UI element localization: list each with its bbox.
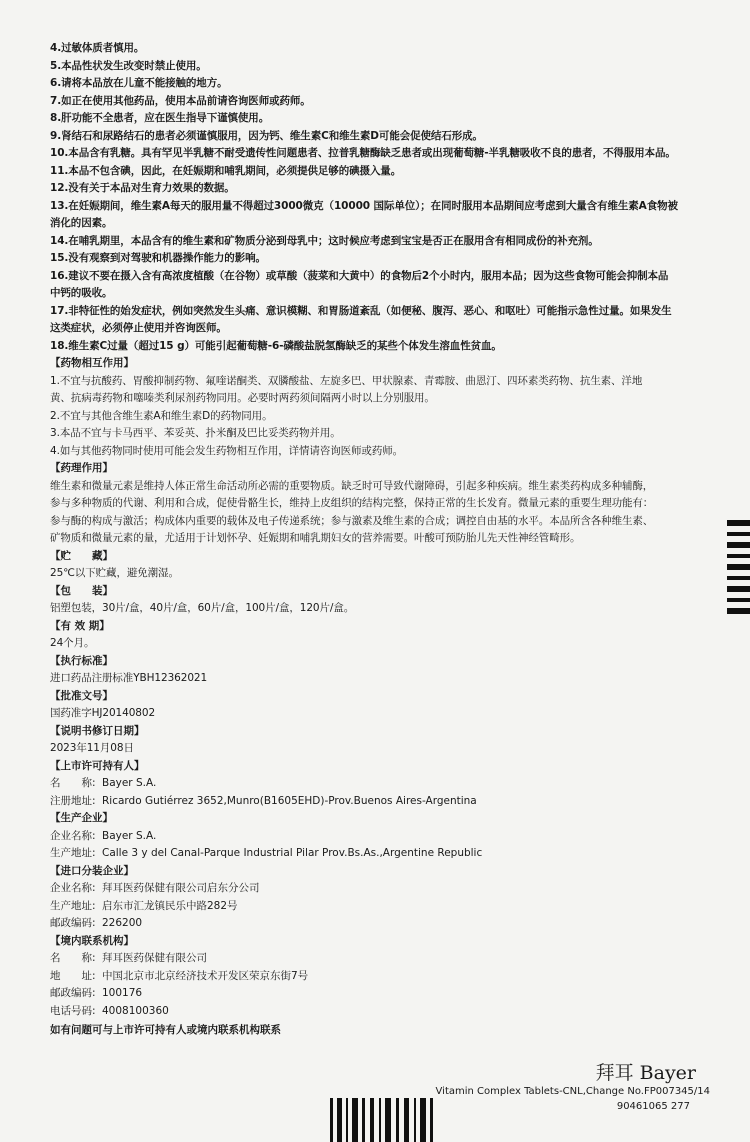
leaflet-body [50, 40, 720, 1040]
field-value: 拜耳医药保健有限公司 [102, 952, 207, 964]
section-domestic-contact [50, 933, 720, 1021]
section-packager [50, 863, 720, 933]
manufacturer-name-row [50, 828, 720, 846]
product-change-number: Vitamin Complex Tablets-CNL,Change No.FP007345/14 [435, 1086, 710, 1097]
text-line: 10.本品含有乳糖。具有罕见半乳糖不耐受遗传性问题患者、拉普乳糖酶缺乏患者或出现葡萄糖-半乳糖吸收不良的患者，不得服用本品。 [50, 147, 676, 159]
section-revision [50, 723, 720, 758]
text-line: 18.维生素C过量（超过15 g）可能引起葡萄糖-6-磷酸盐脱氢酶缺乏的某些个体发生溶血性贫血。 [50, 339, 502, 352]
packager-name-row [50, 880, 720, 898]
section-package [50, 583, 720, 618]
text-line: 7.如正在使用其他药品，使用本品前请咨询医师或药师。 [50, 94, 311, 107]
section-title: 【药理作用】 [50, 462, 113, 474]
section-mah [50, 758, 720, 811]
packager-address-row [50, 898, 720, 916]
text-line: 3.本品不宜与卡马西平、苯妥英、扑米酮及巴比妥类药物并用。 [50, 427, 341, 439]
section-title: 【药物相互作用】 [50, 357, 134, 369]
field-label: 注册地址: [50, 794, 96, 807]
text-line: 5.本品性状发生改变时禁止使用。 [50, 59, 207, 72]
field-label: 企业名称: [50, 882, 96, 894]
field-value: 拜耳医药保健有限公司启东分公司 [102, 882, 260, 894]
section-text: 国药准字HJ20140802 [50, 707, 156, 719]
section-title: 【上市许可持有人】 [50, 759, 145, 772]
section-pharmacology [50, 460, 720, 548]
section-standard [50, 653, 720, 688]
section-title: 【包 装】 [50, 584, 113, 597]
field-value: 启东市汇龙镇民乐中路282号 [102, 899, 238, 912]
precautions-list [50, 40, 720, 355]
text-line: 12.没有关于本品对生育力效果的数据。 [50, 182, 235, 194]
section-interactions [50, 355, 720, 460]
domestic-postcode-row [50, 985, 720, 1003]
text-line: 矿物质和微量元素的量，尤适用于计划怀孕、妊娠期和哺乳期妇女的营养需要。叶酸可预防胎儿先天性神经管畸形。 [50, 532, 581, 544]
contact-note: 如有问题可与上市许可持有人或境内联系机构联系 [50, 1024, 281, 1036]
text-line: 9.肾结石和尿路结石的患者必须谨慎服用，因为钙、维生素C和维生素D可能会促使结石形成。 [50, 129, 483, 142]
section-text: 2023年11月08日 [50, 742, 134, 754]
field-value: Bayer S.A. [102, 829, 157, 842]
field-label: 生产地址: [50, 899, 96, 912]
bottom-barcode [330, 1098, 440, 1142]
packager-postcode-row [50, 915, 720, 933]
section-text: 铝塑包装，30片/盒，40片/盒，60片/盒，100片/盒，120片/盒。 [50, 602, 355, 614]
section-title: 【有 效 期】 [50, 619, 110, 632]
section-title: 【生产企业】 [50, 812, 113, 824]
mah-name-row [50, 775, 720, 793]
section-manufacturer [50, 810, 720, 863]
section-storage [50, 548, 720, 583]
manufacturer-address-row [50, 845, 720, 863]
field-value: Calle 3 y del Canal-Parque Industrial Pilar Prov.Bs.As.,Argentine Republic [102, 847, 483, 859]
section-title: 【境内联系机构】 [50, 934, 134, 947]
text-line: 这类症状，必须停止使用并咨询医师。 [50, 322, 227, 334]
text-line: 6.请将本品放在儿童不能接触的地方。 [50, 77, 228, 89]
section-title: 【执行标准】 [50, 654, 113, 667]
text-line: 13.在妊娠期间，维生素A每天的服用量不得超过3000微克（10000 国际单位）；在同时服用本品期间应考虑到大量含有维生素A食物被 [50, 199, 678, 212]
side-barcode-marks [727, 520, 750, 615]
field-label: 生产地址: [50, 847, 96, 859]
text-line: 维生素和微量元素是维持人体正常生命活动所必需的重要物质。缺乏时可导致代谢障碍，引起多种疾病。维生素类药构成多种辅酶， [50, 479, 654, 492]
leaflet-footer [410, 1058, 710, 1115]
field-value: 中国北京市北京经济技术开发区荣京东街7号 [102, 969, 309, 982]
field-label: 地 址: [50, 969, 96, 982]
section-validity [50, 618, 720, 653]
field-label: 邮政编码: [50, 917, 96, 929]
domestic-name-row [50, 950, 720, 968]
field-value: 4008100360 [102, 1004, 169, 1017]
section-title: 【批准文号】 [50, 689, 113, 702]
field-label: 电话号码: [50, 1004, 96, 1017]
text-line: 15.没有观察到对驾驶和机器操作能力的影响。 [50, 252, 266, 264]
text-line: 2.不宜与其他含维生素A和维生素D的药物同用。 [50, 409, 273, 422]
section-text: 24个月。 [50, 637, 95, 649]
text-line: 16.建议不要在摄入含有高浓度植酸（在谷物）或草酸（菠菜和大黄中）的食物后2个小时内，服用本品；因为这些食物可能会抑制本品 [50, 269, 669, 282]
text-line: 17.非特征性的始发症状，例如突然发生头痛、意识模糊、和胃肠道紊乱（如便秘、腹泻、恶心、和呕吐）可能指示急性过量。如果发生 [50, 304, 672, 317]
section-title: 【进口分装企业】 [50, 864, 134, 877]
field-label: 名 称: [50, 952, 96, 964]
mah-address-row [50, 793, 720, 811]
text-line: 消化的因素。 [50, 217, 113, 229]
text-line: 11.本品不包含碘，因此，在妊娠期和哺乳期间，必须提供足够的碘摄入量。 [50, 164, 402, 177]
field-value: 100176 [102, 987, 143, 999]
domestic-address-row [50, 968, 720, 986]
field-label: 企业名称: [50, 829, 96, 842]
field-value: Ricardo Gutiérrez 3652,Munro(B1605EHD)-Prov.Buenos Aires-Argentina [102, 794, 477, 807]
text-line: 黄、抗病毒药物和噻嗪类利尿剂药物同用。必要时两药须间隔两小时以上分别服用。 [50, 392, 435, 404]
section-title: 【说明书修订日期】 [50, 724, 145, 737]
text-line: 8.肝功能不全患者，应在医生指导下谨慎使用。 [50, 112, 270, 124]
domestic-phone-row [50, 1003, 720, 1021]
field-value: 226200 [102, 917, 143, 929]
field-label: 邮政编码: [50, 987, 96, 999]
field-value: Bayer S.A. [102, 777, 157, 789]
bayer-logo-text: 拜耳 Bayer [595, 1062, 696, 1084]
text-line: 14.在哺乳期里，本品含有的维生素和矿物质分泌到母乳中；这时候应考虑到宝宝是否正在服用含有相同成份的补充剂。 [50, 234, 599, 247]
text-line: 中钙的吸收。 [50, 287, 113, 299]
section-title: 【贮 藏】 [50, 549, 113, 562]
text-line: 4.过敏体质者慎用。 [50, 42, 145, 54]
text-line: 参与酶的构成与激活；构成体内重要的载体及电子传递系统；参与激素及维生素的合成；调控自由基的水平。本品所含各种维生素、 [50, 514, 654, 527]
text-line: 1.不宜与抗酸药、胃酸抑制药物、氟喹诺酮类、双膦酸盐、左旋多巴、甲状腺素、青霉胺、曲恩汀、四环素类药物、抗生素、洋地 [50, 374, 643, 387]
section-approval [50, 688, 720, 723]
text-line: 参与多种物质的代谢、利用和合成，促使骨骼生长，维持上皮组织的结构完整，保持正常的生长发育。微量元素的重要生理功能有： [50, 497, 654, 509]
section-text: 进口药品注册标准YBH12362021 [50, 672, 208, 684]
section-text: 25℃以下贮藏，避免潮湿。 [50, 567, 179, 579]
text-line: 4.如与其他药物同时使用可能会发生药物相互作用，详情请咨询医师或药师。 [50, 444, 404, 457]
print-code: 90461065 277 [616, 1101, 690, 1112]
field-label: 名 称: [50, 777, 96, 789]
